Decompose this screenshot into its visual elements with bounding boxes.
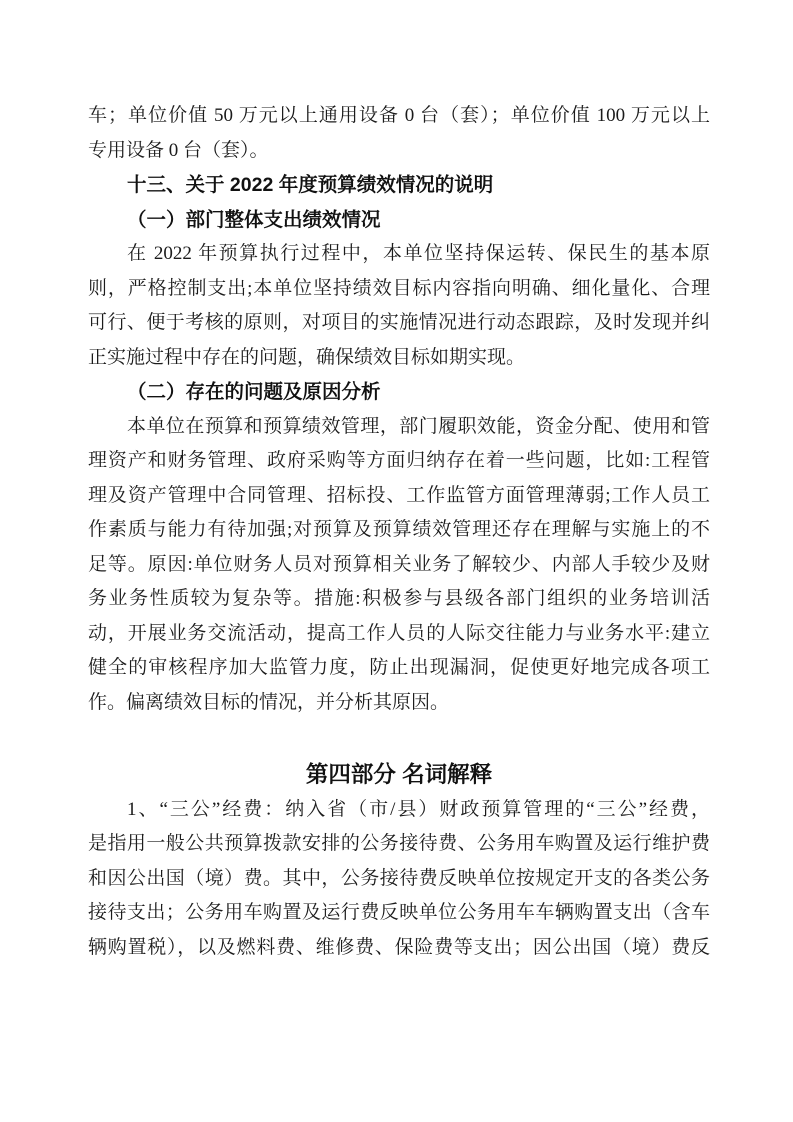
text-line: 本单位在预算和预算绩效管理，部门履职效能，资金分配、使用和管: [127, 415, 710, 437]
text-line: 正实施过程中存在的问题，确保绩效目标如期实现。: [88, 346, 526, 368]
text-line: 则，严格控制支出;本单位坚持绩效目标内容指向明确、细化量化、合理: [88, 277, 710, 299]
text-line: 作素质与能力有待加强;对预算及预算绩效管理还存在理解与实施上的不: [88, 519, 710, 540]
text-line: 辆购置税），以及燃料费、维修费、保险费等支出；因公出国（境）费反: [88, 936, 710, 958]
text-line: 接待支出；公务用车购置及运行费反映单位公务用车车辆购置支出（含车: [88, 902, 710, 923]
text-line: 和因公出国（境）费。其中，公务接待费反映单位按规定开支的各类公务: [88, 867, 710, 889]
text-line: 理资产和财务管理、政府采购等方面归纳存在着一些问题，比如:工程管: [88, 450, 710, 471]
text-line: 务业务性质较为复杂等。措施:积极参与县级各部门组织的业务培训活: [88, 588, 710, 609]
text-line: 足等。原因:单位财务人员对预算相关业务了解较少、内部人手较少及财: [88, 553, 710, 575]
subsection-1-heading: （一）部门整体支出绩效情况: [127, 208, 381, 231]
text-line: 是指用一般公共预算拨款安排的公务接待费、公务用车购置及运行维护费: [88, 833, 710, 854]
text-line: 作。偏离绩效目标的情况，并分析其原因。: [88, 691, 450, 713]
part-4-title: 第四部分 名词解释: [305, 762, 493, 787]
subsection-2-heading: （二）存在的问题及原因分析: [127, 381, 381, 403]
text-line: 车；单位价值 50 万元以上通用设备 0 台（套）；单位价值 100 万元以上: [88, 105, 710, 126]
text-line: 健全的审核程序加大监管力度，防止出现漏洞，促使更好地完成各项工: [88, 657, 710, 678]
section-13-heading: 十三、关于 2022 年度预算绩效情况的说明: [127, 174, 494, 196]
text-line: 理及资产管理中合同管理、招标投、工作监管方面管理薄弱;工作人员工: [88, 484, 710, 506]
text-line: 可行、便于考核的原则，对项目的实施情况进行动态跟踪，及时发现并纠: [88, 312, 710, 333]
text-line: 1、“三公”经费：纳入省（市/县）财政预算管理的“三公”经费，: [127, 798, 710, 820]
text-line: 专用设备 0 台（套）。: [88, 139, 269, 161]
text-line: 动，开展业务交流活动，提高工作人员的人际交往能力与业务水平:建立: [88, 622, 710, 644]
text-line: 在 2022 年预算执行过程中，本单位坚持保运转、保民生的基本原: [127, 243, 710, 264]
